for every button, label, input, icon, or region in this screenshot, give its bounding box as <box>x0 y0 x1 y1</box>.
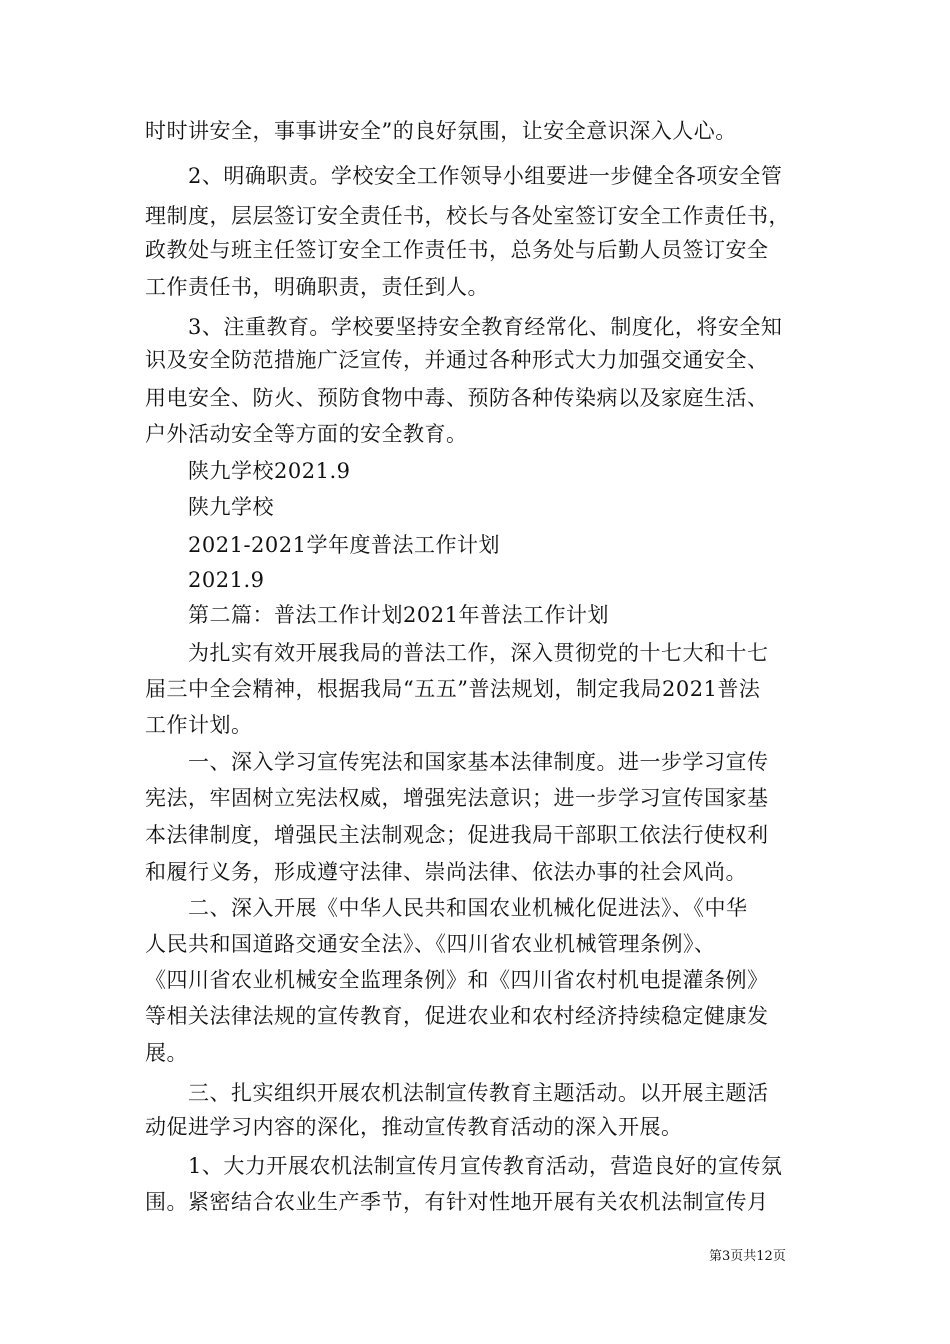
text-line: 陕九学校2021.9 <box>188 459 351 483</box>
text-line: 识及安全防范措施广泛宣传，并通过各种形式大力加强交通安全、 <box>145 348 769 372</box>
page-number: 第3页共12页 <box>709 1249 786 1264</box>
text-line: 2021-2021学年度普法工作计划 <box>188 533 500 557</box>
text-line: 三、扎实组织开展农机法制宣传教育主题活动。以开展主题活 <box>188 1081 769 1105</box>
text-line: 户外活动安全等方面的安全教育。 <box>145 422 468 446</box>
text-line: 2021.9 <box>188 568 265 592</box>
text-line: 工作责任书，明确职责，责任到人。 <box>145 275 489 299</box>
text-line: 本法律制度，增强民主法制观念；促进我局干部职工依法行使权利 <box>145 823 769 847</box>
text-line: 等相关法律法规的宣传教育，促进农业和农村经济持续稳定健康发 <box>145 1004 769 1028</box>
text-line: 届三中全会精神，根据我局“五五”普法规划，制定我局2021普法 <box>145 677 761 701</box>
text-line: 一、深入学习宣传宪法和国家基本法律制度。进一步学习宣传 <box>188 750 769 774</box>
text-line: 时时讲安全，事事讲安全”的良好氛围，让安全意识深入人心。 <box>145 119 737 143</box>
section-heading: 第二篇：普法工作计划2021年普法工作计划 <box>188 603 609 627</box>
text-line: 展。 <box>145 1041 188 1065</box>
text-line: 陕九学校 <box>188 495 274 519</box>
text-line: 理制度，层层签订安全责任书，校长与各处室签订安全工作责任书， <box>145 204 790 228</box>
text-line: 1、大力开展农机法制宣传月宣传教育活动，营造良好的宣传氛 <box>188 1154 783 1178</box>
text-line: 工作计划。 <box>145 713 253 737</box>
text-line: 二、深入开展《中华人民共和国农业机械化促进法》、《中华 <box>188 896 748 920</box>
text-line: 围。紧密结合农业生产季节，有针对性地开展有关农机法制宣传月 <box>145 1190 769 1214</box>
text-line: 2、明确职责。学校安全工作领导小组要进一步健全各项安全管 <box>188 164 783 188</box>
text-line: 3、注重教育。学校要坚持安全教育经常化、制度化，将安全知 <box>188 315 783 339</box>
text-line: 政教处与班主任签订安全工作责任书，总务处与后勤人员签订安全 <box>145 238 769 262</box>
text-line: 人民共和国道路交通安全法》、《四川省农业机械管理条例》、 <box>145 932 716 956</box>
text-line: 宪法，牢固树立宪法权威，增强宪法意识；进一步学习宣传国家基 <box>145 786 769 810</box>
text-line: 为扎实有效开展我局的普法工作，深入贯彻党的十七大和十七 <box>188 641 769 665</box>
text-line: 《四川省农业机械安全监理条例》和《四川省农村机电提灌条例》 <box>145 968 769 992</box>
text-line: 用电安全、防火、预防食物中毒、预防各种传染病以及家庭生活、 <box>145 386 769 410</box>
text-line: 和履行义务，形成遵守法律、崇尚法律、依法办事的社会风尚。 <box>145 860 747 884</box>
text-line: 动促进学习内容的深化，推动宣传教育活动的深入开展。 <box>145 1115 683 1139</box>
